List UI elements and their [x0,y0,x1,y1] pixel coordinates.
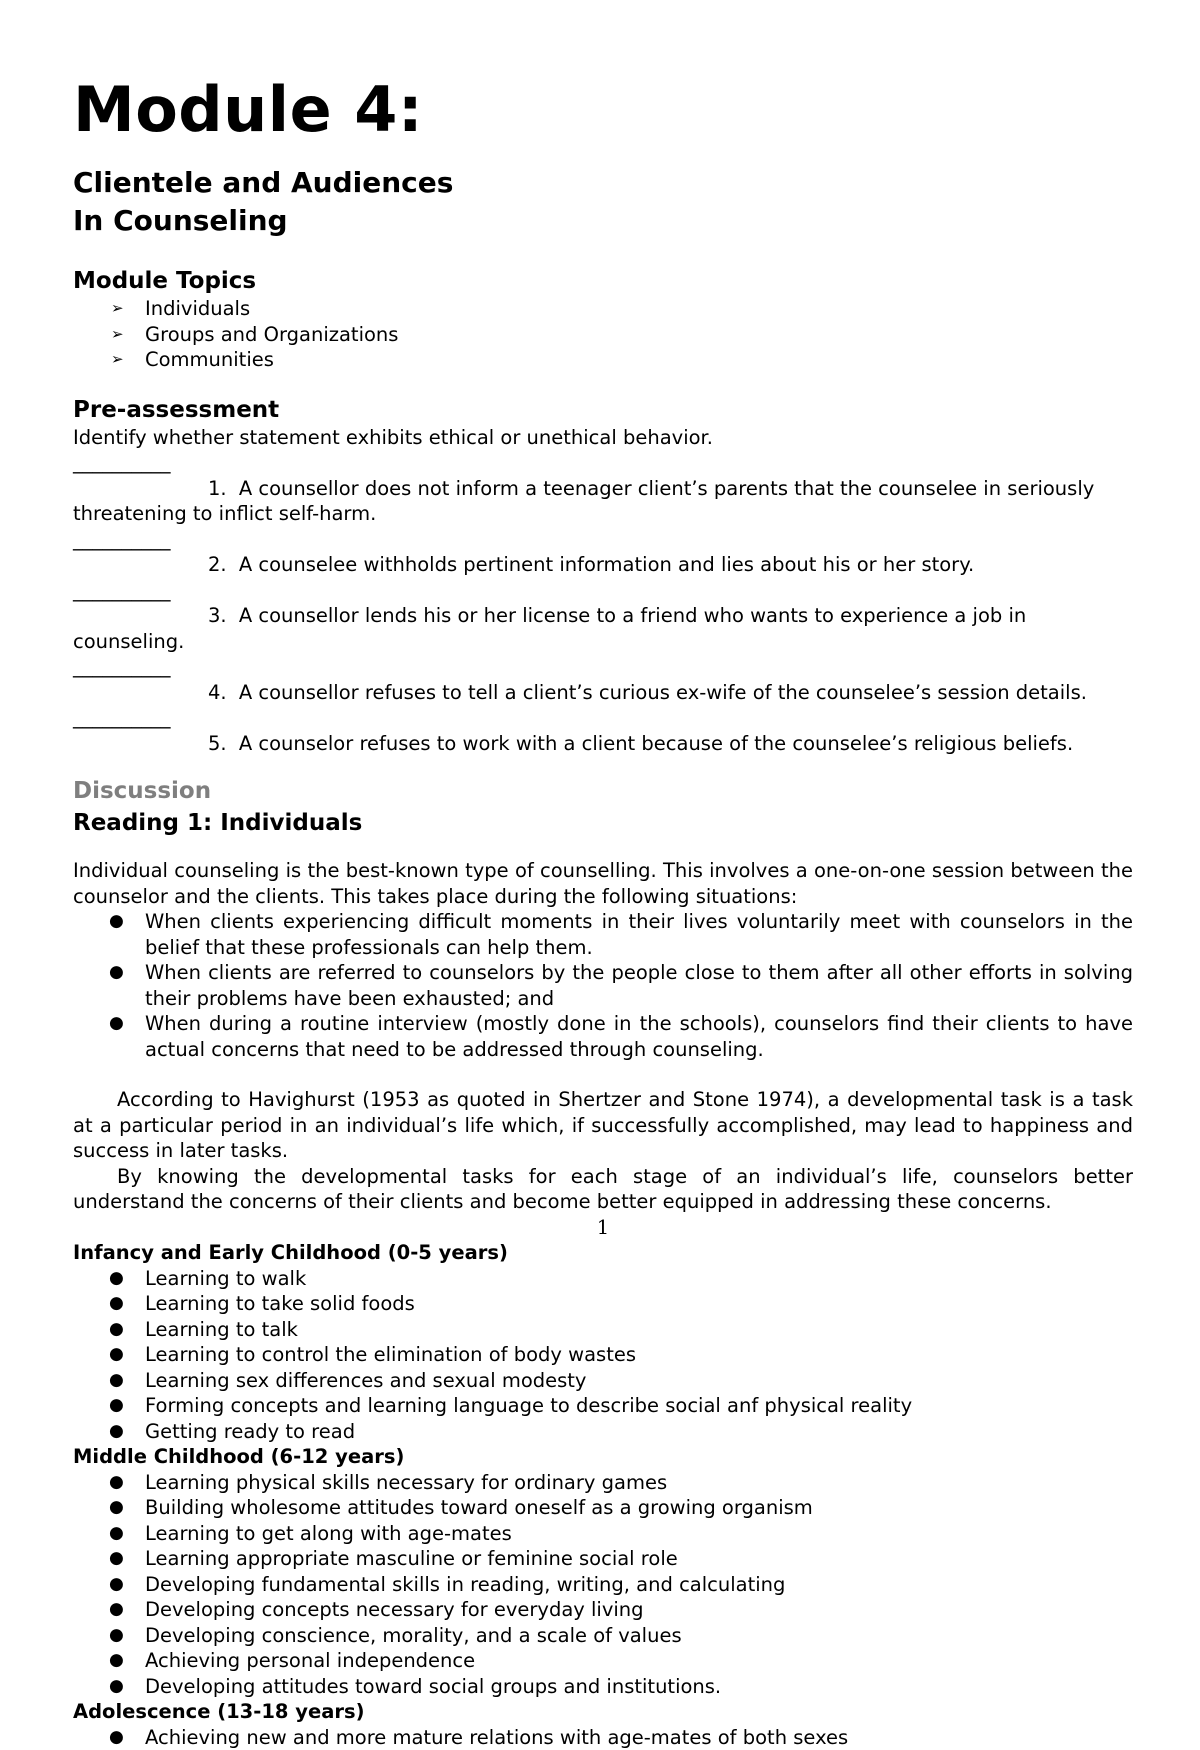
bullet-icon: ● [109,1572,124,1598]
intro-paragraph: Individual counseling is the best-known type of counselling. This involves a one-on-one session between the counselor and the clients. This takes place during the following situations: [73,858,1133,909]
pre-assessment-instruction: Identify whether statement exhibits ethical or unethical behavior. [73,425,1133,451]
list-item: ● Achieving new and more mature relations with age-mates of both sexes [73,1725,1133,1750]
topic-item: ➢ Groups and Organizations [73,322,1133,348]
list-item: ● Getting ready to read [73,1419,1133,1445]
bullet-icon: ● [109,1419,124,1445]
item-text-line-1: A counselor refuses to work with a client because of the counselee’s religious beliefs. [239,732,1073,755]
bullet-icon: ● [109,1011,124,1037]
bullet-icon: ● [109,1291,124,1317]
bullet-icon: ● [109,1597,124,1623]
bullet-icon: ● [109,909,124,935]
discussion-heading: Discussion [73,776,1133,806]
bullet-icon: ● [109,1495,124,1521]
item-text-line-1: A counsellor does not inform a teenager client’s parents that the counselee in seriously [239,477,1094,500]
bullet-icon: ● [109,1648,124,1674]
list-item: ● When clients are referred to counselors by the people close to them after all other efforts in solving their problems have been exhausted; and [73,960,1133,1011]
list-item: ● Developing attitudes toward social groups and institutions. [73,1674,1133,1700]
assessment-item-1 [73,450,1133,527]
bullet-icon: ● [109,1546,124,1572]
list-item: ● Achieving personal independence [73,1648,1133,1674]
subtitle-line-1: Clientele and Audiences [73,164,1133,202]
adolescence-list [73,1725,1133,1750]
item-number: 3. [208,604,227,627]
middle-childhood-heading: Middle Childhood (6-12 years) [73,1444,1133,1470]
bullet-icon: ● [109,1674,124,1700]
topic-item: ➢ Individuals [73,296,1133,322]
list-item: ● Learning to talk [73,1317,1133,1343]
list-item: ● Learning sex differences and sexual modesty [73,1368,1133,1394]
assessment-item-3 [73,578,1133,655]
item-text-line-1: A counsellor lends his or her license to a friend who wants to experience a job in [239,604,1026,627]
situations-list [73,909,1133,1062]
answer-blank: __________ [73,655,171,678]
infancy-heading: Infancy and Early Childhood (0-5 years) [73,1240,1133,1266]
item-number: 2. [208,553,227,576]
list-item: ● Forming concepts and learning language to describe social anf physical reality [73,1393,1133,1419]
list-item: ● When clients experiencing difficult moments in their lives voluntarily meet with counselors in the belief that these professionals can help them. [73,909,1133,960]
list-item: ● Learning to get along with age-mates [73,1521,1133,1547]
item-text-line-2: counseling. [73,630,184,653]
page-number: 1 [73,1215,1133,1241]
bullet-icon: ● [109,1623,124,1649]
pre-assessment-heading: Pre-assessment [73,395,1133,425]
list-item: ● Developing fundamental skills in reading, writing, and calculating [73,1572,1133,1598]
answer-blank: __________ [73,451,171,474]
item-number: 4. [208,681,227,704]
list-item: ● When during a routine interview (mostly done in the schools), counselors find their clients to have actual concerns that need to be addressed through counseling. [73,1011,1133,1062]
list-item: ● Developing conscience, morality, and a scale of values [73,1623,1133,1649]
module-topics-heading: Module Topics [73,266,1133,296]
reading-heading: Reading 1: Individuals [73,808,1133,838]
subtitle-line-2: In Counseling [73,202,1133,240]
assessment-item-4 [73,654,1133,705]
havighurst-paragraph: According to Havighurst (1953 as quoted in Shertzer and Stone 1974), a developmental task is a task at a particular period in an individual’s life which, if successfully accomplished, may lead to happiness and success in later tasks. [73,1087,1133,1164]
list-item: ● Learning to control the elimination of body wastes [73,1342,1133,1368]
list-item: ● Learning to take solid foods [73,1291,1133,1317]
list-item: ● Learning to walk [73,1266,1133,1292]
arrow-bullet-icon: ➢ [111,347,124,373]
item-text-line-1: A counselee withholds pertinent information and lies about his or her story. [239,553,974,576]
answer-blank: __________ [73,706,171,729]
bullet-icon: ● [109,1393,124,1419]
module-title: Module 4: [73,72,1133,148]
list-item: ● Learning appropriate masculine or feminine social role [73,1546,1133,1572]
item-number: 5. [208,732,227,755]
page-content [73,72,1133,1750]
adolescence-heading: Adolescence (13-18 years) [73,1699,1133,1725]
bullet-icon: ● [109,1342,124,1368]
topic-item: ➢ Communities [73,347,1133,373]
assessment-item-5 [73,705,1133,756]
list-item: ● Developing concepts necessary for everyday living [73,1597,1133,1623]
bullet-icon: ● [109,1266,124,1292]
answer-blank: __________ [73,579,171,602]
module-subtitle [73,164,1133,240]
middle-childhood-list [73,1470,1133,1700]
bullet-icon: ● [109,1317,124,1343]
bullet-icon: ● [109,1725,124,1750]
infancy-list [73,1266,1133,1445]
item-text-line-1: A counsellor refuses to tell a client’s curious ex-wife of the counselee’s session details. [239,681,1087,704]
arrow-bullet-icon: ➢ [111,322,124,348]
pre-assessment-items [73,450,1133,756]
developmental-tasks-paragraph: By knowing the developmental tasks for each stage of an individual’s life, counselors better understand the concerns of their clients and become better equipped in addressing these concerns. [73,1164,1133,1215]
arrow-bullet-icon: ➢ [111,296,124,322]
list-item: ● Learning physical skills necessary for ordinary games [73,1470,1133,1496]
answer-blank: __________ [73,528,171,551]
item-number: 1. [208,477,227,500]
list-item: ● Building wholesome attitudes toward oneself as a growing organism [73,1495,1133,1521]
bullet-icon: ● [109,1470,124,1496]
module-topics-list [73,296,1133,373]
item-text-line-2: threatening to inflict self-harm. [73,502,376,525]
bullet-icon: ● [109,960,124,986]
bullet-icon: ● [109,1368,124,1394]
bullet-icon: ● [109,1521,124,1547]
assessment-item-2 [73,527,1133,578]
